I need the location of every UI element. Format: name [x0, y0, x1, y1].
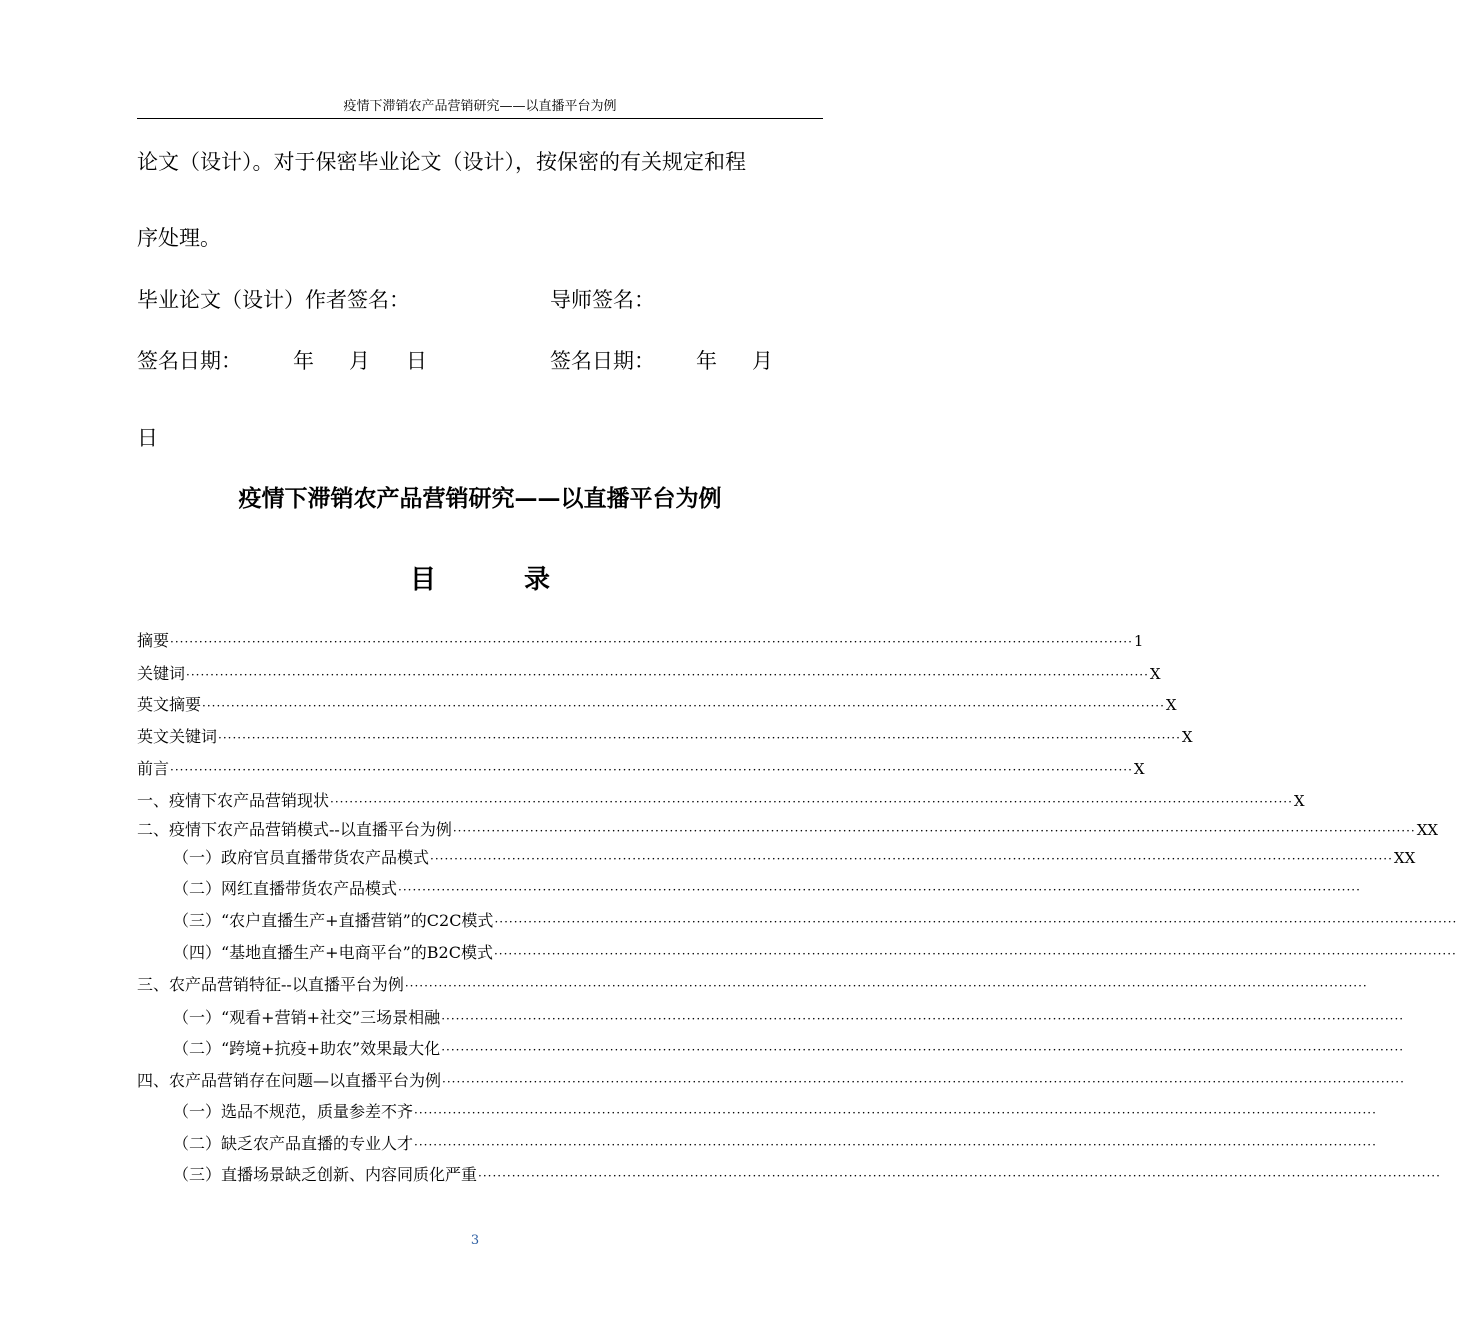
toc-entry-label: （三）直播场景缺乏创新、内容同质化严重 — [173, 1165, 478, 1184]
toc-entry-page: X — [1181, 728, 1193, 746]
toc-entry-label: 摘要 — [137, 631, 170, 650]
declaration-line-1: 论文（设计）。对于保密毕业论文（设计），按保密的有关规定和程 — [137, 150, 746, 174]
advisor-date-day: 日 — [137, 426, 158, 450]
toc-entry — [173, 878, 1361, 900]
toc-dot-leader: ········································································································································································································ — [441, 1012, 1405, 1026]
toc-dot-leader: ········································································································································································································ — [442, 1075, 1405, 1089]
author-date-label: 签名日期： — [137, 349, 242, 373]
toc-entry-label: 英文关键词 — [137, 727, 218, 746]
toc-entry-label: 四、农产品营销存在问题—以直播平台为例 — [137, 1071, 442, 1090]
toc-dot-leader: ········································································································································································································ — [478, 1169, 1441, 1183]
toc-dot-leader: ········································································································································································································ — [398, 883, 1361, 897]
page-number: 3 — [470, 1233, 480, 1248]
toc-entry — [173, 910, 1457, 932]
toc-dot-leader: ········································································································································································································ — [202, 699, 1165, 713]
advisor-date-label: 签名日期： — [550, 349, 655, 373]
toc-dot-leader: ········································································································································································································ — [414, 1106, 1377, 1120]
toc-entry — [137, 663, 1161, 685]
toc-dot-leader: ········································································································································································································ — [493, 947, 1457, 961]
toc-entry-page: XX — [1416, 821, 1439, 839]
toc-entry-page: XX — [1393, 849, 1416, 867]
toc-entry-label: 英文摘要 — [137, 695, 202, 714]
toc-entry-label: （三）“农户直播生产+直播营销”的C2C模式 — [173, 911, 494, 930]
toc-entry-label: （二）缺乏农产品直播的专业人才 — [173, 1134, 414, 1153]
toc-entry — [173, 1007, 1405, 1029]
toc-entry-label: 三、农产品营销特征--以直播平台为例 — [137, 975, 404, 994]
toc-entry-page: X — [1293, 792, 1305, 810]
toc-dot-leader: ········································································································································································································ — [452, 824, 1416, 838]
author-date-month: 月 — [349, 349, 370, 373]
toc-entry — [173, 1164, 1441, 1186]
toc-dot-leader: ········································································································································································································ — [170, 763, 1133, 777]
toc-entry-page: X — [1165, 696, 1177, 714]
author-signature-label: 毕业论文（设计）作者签名： — [137, 288, 410, 312]
toc-entry — [137, 819, 1439, 841]
thesis-title: 疫情下滞销农产品营销研究——以直播平台为例 — [238, 485, 722, 512]
toc-heading — [137, 563, 823, 597]
author-date-year: 年 — [293, 349, 314, 373]
toc-dot-leader: ········································································································································································································ — [186, 668, 1149, 682]
toc-entry-label: 前言 — [137, 759, 170, 778]
toc-entry-page: X — [1149, 665, 1161, 683]
toc-entry — [173, 942, 1457, 964]
toc-entry — [137, 694, 1177, 716]
toc-entry-label: 关键词 — [137, 664, 186, 683]
advisor-date-year: 年 — [696, 349, 717, 373]
toc-dot-leader: ········································································································································································································ — [330, 795, 1293, 809]
toc-entry — [173, 1038, 1405, 1060]
toc-heading-char-2: 录 — [524, 565, 551, 595]
toc-entry-label: （一）“观看+营销+社交”三场景相融 — [173, 1008, 441, 1027]
toc-entry — [173, 1101, 1377, 1123]
toc-entry-page: X — [1133, 760, 1145, 778]
toc-entry-label: 二、疫情下农产品营销模式--以直播平台为例 — [137, 820, 452, 839]
toc-dot-leader: ········································································································································································································ — [441, 1043, 1405, 1057]
toc-entry — [137, 1070, 1405, 1092]
toc-dot-leader: ········································································································································································································ — [404, 979, 1368, 993]
declaration-line-2: 序处理。 — [137, 226, 221, 250]
toc-entry-label: （一）选品不规范，质量参差不齐 — [173, 1102, 414, 1121]
toc-entry — [137, 726, 1193, 748]
toc-entry — [137, 758, 1145, 780]
toc-entry — [173, 847, 1416, 869]
toc-entry — [137, 974, 1368, 996]
running-header: 疫情下滞销农产品营销研究——以直播平台为例 — [137, 98, 823, 119]
toc-heading-char-1: 目 — [409, 565, 436, 595]
toc-entry — [173, 1133, 1377, 1155]
toc-entry-page: 1 — [1133, 632, 1144, 650]
toc-dot-leader: ········································································································································································································ — [430, 852, 1393, 866]
toc-entry-label: （四）“基地直播生产+电商平台”的B2C模式 — [173, 943, 493, 962]
toc-entry — [137, 630, 1144, 652]
toc-dot-leader: ········································································································································································································ — [170, 635, 1133, 649]
author-date-day: 日 — [406, 349, 427, 373]
toc-entry-label: （一）政府官员直播带货农产品模式 — [173, 848, 430, 867]
toc-entry-label: （二）网红直播带货农产品模式 — [173, 879, 398, 898]
toc-dot-leader: ········································································································································································································ — [414, 1138, 1377, 1152]
toc-entry-label: 一、疫情下农产品营销现状 — [137, 791, 330, 810]
advisor-signature-label: 导师签名： — [550, 288, 655, 312]
advisor-date-month: 月 — [752, 349, 773, 373]
toc-entry-label: （二）“跨境+抗疫+助农”效果最大化 — [173, 1039, 441, 1058]
toc-dot-leader: ········································································································································································································ — [218, 731, 1181, 745]
toc-dot-leader: ········································································································································································································ — [494, 915, 1457, 929]
toc-entry — [137, 790, 1305, 812]
